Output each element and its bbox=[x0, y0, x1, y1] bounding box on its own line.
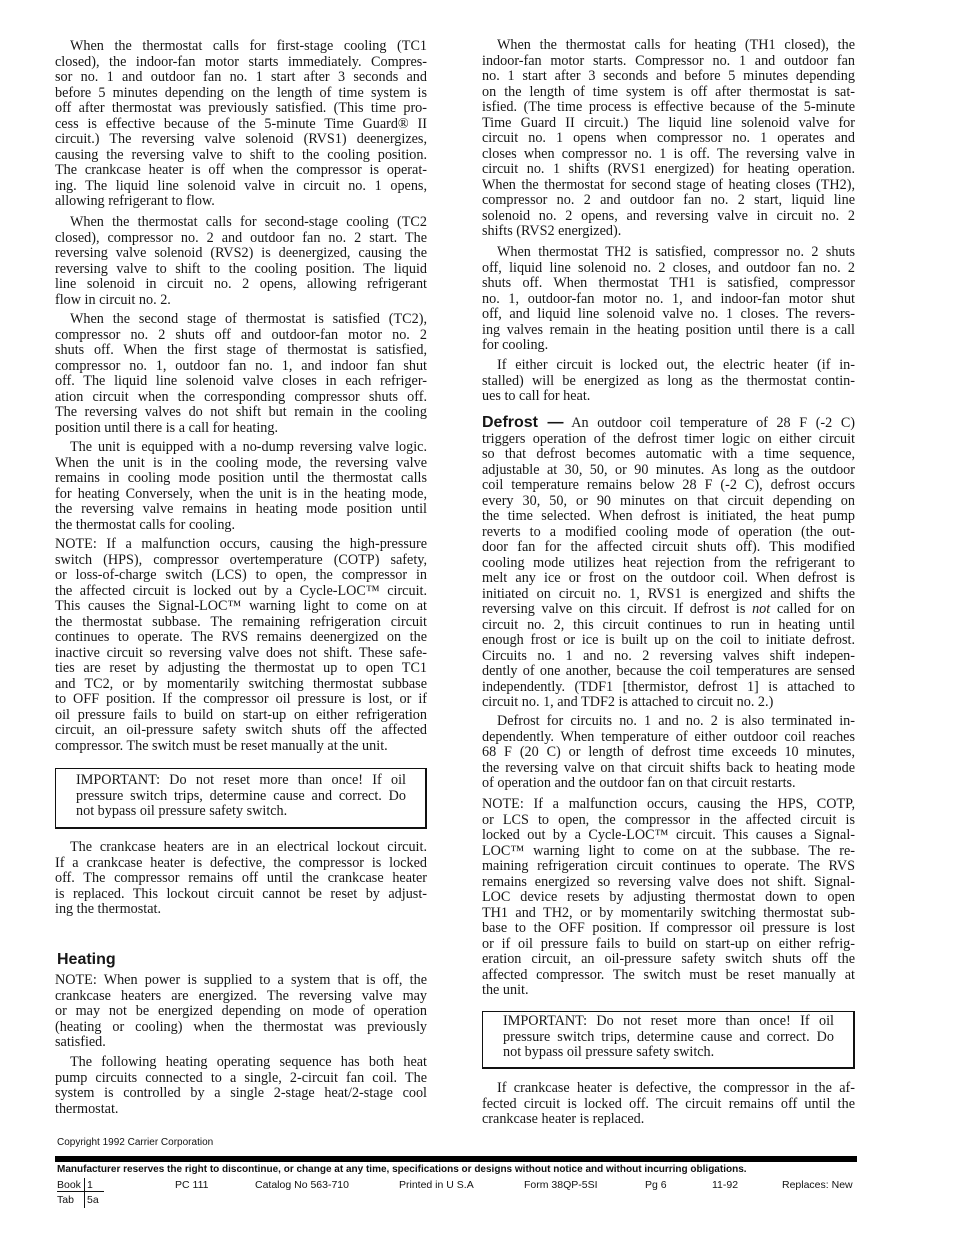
text-line: closed), compressor no. 2 and outdoor fan no. 2 start. The bbox=[55, 229, 427, 246]
text-line: When the thermostat calls for first-stage cooling (TC1 bbox=[70, 38, 427, 54]
text-line: switch (HPS), compressor overtemperature (COTP) safety, bbox=[55, 551, 427, 568]
text-line: LOC device resets by adjusting thermostat down to open bbox=[482, 889, 855, 905]
text-line: IMPORTANT: Do not reset more than once! If oil bbox=[76, 772, 406, 788]
text-line: If crankcase heater is defective, the compressor in the af- bbox=[497, 1080, 855, 1096]
text-line: reversing valve to shift to the cooling position. The liquid bbox=[55, 260, 427, 277]
text-line: circuit no. 1, and TDF2 is attached to circuit no. 2.) bbox=[482, 694, 774, 710]
text-line: not bypass oil pressure safety switch. bbox=[503, 1044, 715, 1060]
paragraph-heating-note bbox=[55, 973, 427, 1051]
text-line: ing valves remain in the heating position until there is a call bbox=[482, 321, 855, 338]
text-line: reverts to a modified cooling mode of operation (the out- bbox=[482, 523, 855, 540]
text-line: compressor no. 1, outdoor fan no. 1, and indoor fan shut bbox=[55, 357, 427, 374]
text-line: off. The compressor remains off until the crankcase heater bbox=[55, 870, 427, 886]
footer-catalog-number: Catalog No 563-710 bbox=[255, 1179, 349, 1191]
paragraph-crankcase-lockout bbox=[55, 840, 427, 918]
text-line: compressor no. 2 and outdoor fan no. 2 start, liquid line bbox=[482, 192, 855, 208]
footer-printed-in: Printed in U S.A bbox=[399, 1179, 474, 1191]
text-line: so that defrost becomes automatic with a time sequence, bbox=[482, 446, 855, 462]
text-line: Circuits no. 1 and no. 2 reversing valves shift indepen- bbox=[482, 647, 855, 664]
text-line: is replaced. This lockout circuit cannot be reset by adjust- bbox=[55, 885, 427, 902]
text-line: the time selected. When defrost is initiated, the heat pump bbox=[482, 508, 855, 524]
text-line: shifts (RVS2 energized). bbox=[482, 223, 622, 239]
paragraph-cooling-satisfied bbox=[55, 312, 427, 436]
text-line: enough frost or ice is built up on the coil to initiate defrost. bbox=[482, 632, 855, 648]
text-line: NOTE: When power is supplied to a system that is off, the bbox=[55, 972, 427, 988]
text-line: LOC™ warning light to come on at the subbase. The re- bbox=[482, 842, 855, 859]
text-line: allowing refrigerant to flow. bbox=[55, 193, 215, 209]
footer-rule bbox=[55, 1156, 857, 1162]
text-line: crankcase heater is replaced. bbox=[482, 1111, 645, 1127]
text-line: oil pressure fails to build on start-up on either refrigeration bbox=[55, 706, 427, 723]
text-line: to OFF position. If the compressor oil pressure is lost, or if bbox=[55, 691, 427, 707]
important-notice-box bbox=[55, 768, 427, 829]
footer-book-label: Book bbox=[57, 1179, 81, 1191]
text-line: triggers operation of the defrost timer logic on either circuit bbox=[482, 430, 855, 447]
text-line: ues to call for heat. bbox=[482, 388, 591, 404]
text-line: continues to operate. The RVS remains deenergized on the bbox=[55, 629, 427, 645]
text-line: affected compressor. The switch must be reset manually at bbox=[482, 966, 855, 983]
text-line: compressor no. 2 shuts off and outdoor-fan motor no. 2 bbox=[55, 326, 427, 343]
text-line: When the thermostat for second stage of heating closes (TH2), bbox=[482, 176, 855, 193]
text-line: for heating Conversely, when the unit is in the heating mode, bbox=[55, 485, 427, 502]
text-line: The unit is equipped with a no-dump reversing valve logic. bbox=[70, 439, 427, 455]
text-line: inactive circuit so reversing valve does not shift. These safe- bbox=[55, 644, 427, 661]
text-line: maining refrigeration circuit continues to operate. The RVS bbox=[482, 858, 855, 874]
footer-date: 11-92 bbox=[712, 1179, 739, 1191]
text-line: cooling mode utilizes heat rejection from the refrigerant to bbox=[482, 554, 855, 571]
text-line: IMPORTANT: Do not reset more than once! If oil bbox=[503, 1013, 834, 1029]
text-line: solenoid no. 2 opens, and reversing valve in circuit no. 2 bbox=[482, 207, 855, 224]
text-line: no. 1, outdoor-fan motor no. 1, and indoor-fan motor shut bbox=[482, 290, 855, 307]
text-line: independently. (TDF1 [thermistor, defrost 1] is attached to bbox=[482, 678, 855, 695]
text-line: on the length of time system is off after thermostat is sat- bbox=[482, 83, 855, 100]
text-line: line solenoid in circuit no. 2 opens, allowing refrigerant bbox=[55, 276, 427, 292]
footer-disclaimer: Manufacturer reserves the right to discontinue, or change at any time, specifications or designs without notice and without incurring obligations. bbox=[57, 1164, 747, 1175]
footer-book-value: 1 bbox=[87, 1179, 93, 1191]
paragraph-defrost-termination bbox=[482, 714, 855, 792]
text-line: The crankcase heater is off when the compressor is operat- bbox=[55, 162, 427, 178]
text-line: When the thermostat calls for second-stage cooling (TC2 bbox=[70, 214, 427, 230]
text-line: before 5 minutes depending on the length of time system is bbox=[55, 84, 427, 101]
text-line: adjustable at 30, 50, or 90 minutes. As long as the outdoor bbox=[482, 461, 855, 478]
text-line: every 30, 50, or 90 minutes on that circuit depending on bbox=[482, 492, 855, 509]
text-line bbox=[482, 602, 855, 618]
text-line: indoor-fan motor starts. Compressor no. 1 and outdoor fan bbox=[482, 52, 855, 69]
text-line: dently of one another, because the coil temperatures are sensed bbox=[482, 663, 855, 679]
footer-form-number: Form 38QP-5SI bbox=[524, 1179, 598, 1191]
text-segment: called for on bbox=[770, 601, 855, 617]
text-line: circuit no. 2, this circuit continues to run in heating until bbox=[482, 616, 855, 633]
section-heading-heating: Heating bbox=[57, 951, 116, 968]
text-line: locked out by a Cycle-LOC™ circuit. This causes a Signal- bbox=[482, 827, 855, 843]
paragraph-malfunction-note bbox=[482, 797, 855, 999]
text-segment: reversing valve on this circuit. If defrost is bbox=[482, 601, 753, 617]
text-line: the reversing valve remains in heating mode position until bbox=[55, 501, 427, 517]
paragraph-heating-satisfied bbox=[482, 245, 855, 354]
text-line: closes when compressor no. 1 is off. The reversing valve in bbox=[482, 145, 855, 162]
text-line: cess is effective because of the 5-minute Time Guard® II bbox=[55, 115, 427, 132]
text-line: for cooling. bbox=[482, 337, 549, 353]
footer-copyright: Copyright 1992 Carrier Corporation bbox=[57, 1137, 214, 1148]
paragraph-defrost bbox=[482, 415, 855, 711]
text-line: TH1 and TH2, or by momentarily switching thermostat sub- bbox=[482, 904, 855, 921]
footer-tab-label: Tab bbox=[57, 1194, 74, 1206]
text-line: shuts off. When the first stage of thermostat is satisfied, bbox=[55, 342, 427, 358]
paragraph-crankcase-defective bbox=[482, 1081, 855, 1128]
text-line: base to the OFF position. If compressor oil pressure is lost bbox=[482, 920, 855, 936]
text-line: no. 1 start after 3 seconds and before 5 minutes depending bbox=[482, 68, 855, 84]
text-line: When thermostat TH2 is satisfied, compressor no. 2 shuts bbox=[497, 244, 855, 260]
book-tab-divider-vertical bbox=[84, 1178, 85, 1208]
text-line: coil temperature remains below 28 F (-2 C), defrost occurs bbox=[482, 477, 855, 493]
text-line: melt any ice or frost on the outdoor coil. When defrost is bbox=[482, 570, 855, 586]
text-line: The crankcase heaters are in an electrical lockout circuit. bbox=[70, 839, 427, 855]
footer-page-number: Pg 6 bbox=[645, 1179, 667, 1191]
text-line: and TC2, or by momentarily switching thermostat subbase bbox=[55, 675, 427, 692]
text-line: the reversing valve on that circuit shifts back to heating mode bbox=[482, 759, 855, 776]
text-line: The reversing valves do not shift but remain in the cooling bbox=[55, 404, 427, 420]
text-line: eration circuit, an oil-pressure safety switch shuts off the bbox=[482, 951, 855, 967]
text-line: pressure switch trips, determine cause and correct. Do bbox=[76, 787, 406, 804]
text-line: 68 F (20 C) or length of defrost time exceeds 10 minutes, bbox=[482, 744, 855, 760]
text-line: dependently. When temperature of either outdoor coil reaches bbox=[482, 728, 855, 745]
text-line: pump circuits connected to a single, 2-circuit fan coil. The bbox=[55, 1069, 427, 1086]
text-line: reversing valve solenoid (RVS2) is deenergized, causing the bbox=[55, 245, 427, 261]
text-line: When the unit is in the cooling mode, the reversing valve bbox=[55, 454, 427, 471]
important-notice-box bbox=[482, 1011, 855, 1069]
text-line: off, and liquid line solenoid valve no. 1 closes. The revers- bbox=[482, 306, 855, 322]
text-line: (heating or cooling) when the thermostat was previously bbox=[55, 1018, 427, 1035]
run-in-heading-defrost: Defrost — bbox=[482, 414, 564, 431]
paragraph-first-stage-cooling bbox=[55, 39, 427, 210]
text-line: If either circuit is locked out, the electric heater (if in- bbox=[497, 357, 855, 373]
text-line: ing. The liquid line solenoid valve in circuit no. 1 opens, bbox=[55, 177, 427, 194]
text-line: When the second stage of thermostat is satisfied (TC2), bbox=[70, 311, 427, 327]
text-line: thermostat. bbox=[55, 1100, 119, 1117]
text-line: Defrost — An outdoor coil temperature of 28 F (-2 C) bbox=[482, 414, 856, 431]
text-line: ties are reset by adjusting the thermostat up to open TC1 bbox=[55, 660, 427, 676]
footer-replaces: Replaces: New bbox=[782, 1179, 853, 1191]
paragraph-no-dump-logic bbox=[55, 440, 427, 533]
text-line: door fan for the affected circuit shuts off). This modified bbox=[482, 539, 855, 555]
text-line: crankcase heaters are energized. The reversing valve may bbox=[55, 987, 427, 1004]
text-line: This causes the Signal-LOC™ warning light to come on at bbox=[55, 598, 427, 614]
text-line: position until there is a call for heating. bbox=[55, 419, 279, 436]
text-line: or loss-of-charge switch (LCS) to open, the compressor in bbox=[55, 567, 427, 583]
text-line: sor no. 1 and outdoor fan no. 1 start after 3 seconds and bbox=[55, 69, 427, 85]
text-line: or may not be energized depending on mode of operation bbox=[55, 1003, 427, 1019]
text-line: of operation and the outdoor fan on that circuit restarts. bbox=[482, 775, 796, 791]
text-line: or if oil pressure fails to build on start-up on either refrig- bbox=[482, 935, 855, 952]
text-line: shuts off. When thermostat TH1 is satisfied, compressor bbox=[482, 275, 855, 291]
paragraph-heating-sequence-intro bbox=[55, 1055, 427, 1117]
text-line: off. The liquid line solenoid valve closes in each refriger- bbox=[55, 373, 427, 389]
text-line: Time Guard II circuit.) The liquid line solenoid valve for bbox=[482, 114, 855, 131]
text-line: off, liquid line solenoid no. 2 closes, and outdoor fan no. 2 bbox=[482, 259, 855, 276]
text-line: or LCS to open, the compressor in the affected circuit is bbox=[482, 811, 855, 828]
footer-tab-value: 5a bbox=[87, 1194, 99, 1206]
text-line: the affected circuit is locked out by a Cycle-LOC™ circuit. bbox=[55, 582, 427, 599]
text-line: compressor. The switch must be reset manually at the unit. bbox=[55, 737, 388, 754]
text-line: circuit no. 1 shifts (RVS1 energized) for heating operation. bbox=[482, 161, 855, 177]
text-line: the thermostat calls for cooling. bbox=[55, 516, 236, 533]
text-line: causing the reversing valve to shift to the cooling position. bbox=[55, 146, 427, 163]
paragraph-second-stage-cooling bbox=[55, 215, 427, 308]
emphasis: not bbox=[752, 601, 771, 617]
paragraph-malfunction-note bbox=[55, 537, 427, 754]
text-line: system is controlled by a single 2-stage heat/2-stage cool bbox=[55, 1085, 427, 1101]
text-line: NOTE: If a malfunction occurs, causing the HPS, COTP, bbox=[482, 796, 855, 812]
text-line: ing the thermostat. bbox=[55, 901, 161, 917]
text-line: pressure switch trips, determine cause and correct. Do bbox=[503, 1028, 834, 1045]
text-line: satisfied. bbox=[55, 1034, 106, 1050]
text-line: circuit.) The reversing valve solenoid (RVS1) deenergizes, bbox=[55, 131, 427, 147]
text-line: the unit. bbox=[482, 982, 529, 998]
text-line: The following heating operating sequence has both heat bbox=[70, 1054, 427, 1070]
text-line: NOTE: If a malfunction occurs, causing the high-pressure bbox=[55, 536, 427, 552]
text-line: ation circuit when the corresponding compressor shuts off. bbox=[55, 388, 427, 405]
text-line: When the thermostat calls for heating (TH1 closed), the bbox=[497, 37, 855, 53]
text-line: closed), the indoor-fan motor starts immediately. Compres- bbox=[55, 53, 427, 70]
text-line: Defrost for circuits no. 1 and no. 2 is also terminated in- bbox=[497, 713, 855, 729]
text-line: flow in circuit no. 2. bbox=[55, 291, 171, 308]
text-line: remains in cooling mode position until the thermostat calls bbox=[55, 470, 427, 486]
text-line: the thermostat subbase. The remaining refrigeration circuit bbox=[55, 613, 427, 630]
text-line: isfied. (The time process is effective because of the 5-minute bbox=[482, 99, 855, 115]
book-tab-divider-horizontal bbox=[57, 1191, 104, 1192]
text-line: off after thermostat was previously satisfied. (This time pro- bbox=[55, 100, 427, 116]
text-line: stalled) will be energized as long as the thermostat contin- bbox=[482, 372, 855, 389]
paragraph-first-stage-heating bbox=[482, 38, 855, 240]
text-line: If a crankcase heater is defective, the compressor is locked bbox=[55, 854, 427, 871]
text-line: not bypass oil pressure safety switch. bbox=[76, 803, 288, 819]
text-line: remains energized so reversing valve does not shift. Signal- bbox=[482, 873, 855, 890]
text-line: initiated on circuit no. 1, RVS1 is energized and shifts the bbox=[482, 585, 855, 602]
footer-pc-number: PC 111 bbox=[175, 1179, 209, 1191]
text-line: circuit no. 1 opens when compressor no. 1 operates and bbox=[482, 130, 855, 146]
text-line: fected circuit is locked off. The circuit remains off until the bbox=[482, 1095, 855, 1112]
paragraph-heater-lockout bbox=[482, 358, 855, 405]
text-line: circuit, an oil-pressure safety switch shuts off the affected bbox=[55, 722, 427, 738]
